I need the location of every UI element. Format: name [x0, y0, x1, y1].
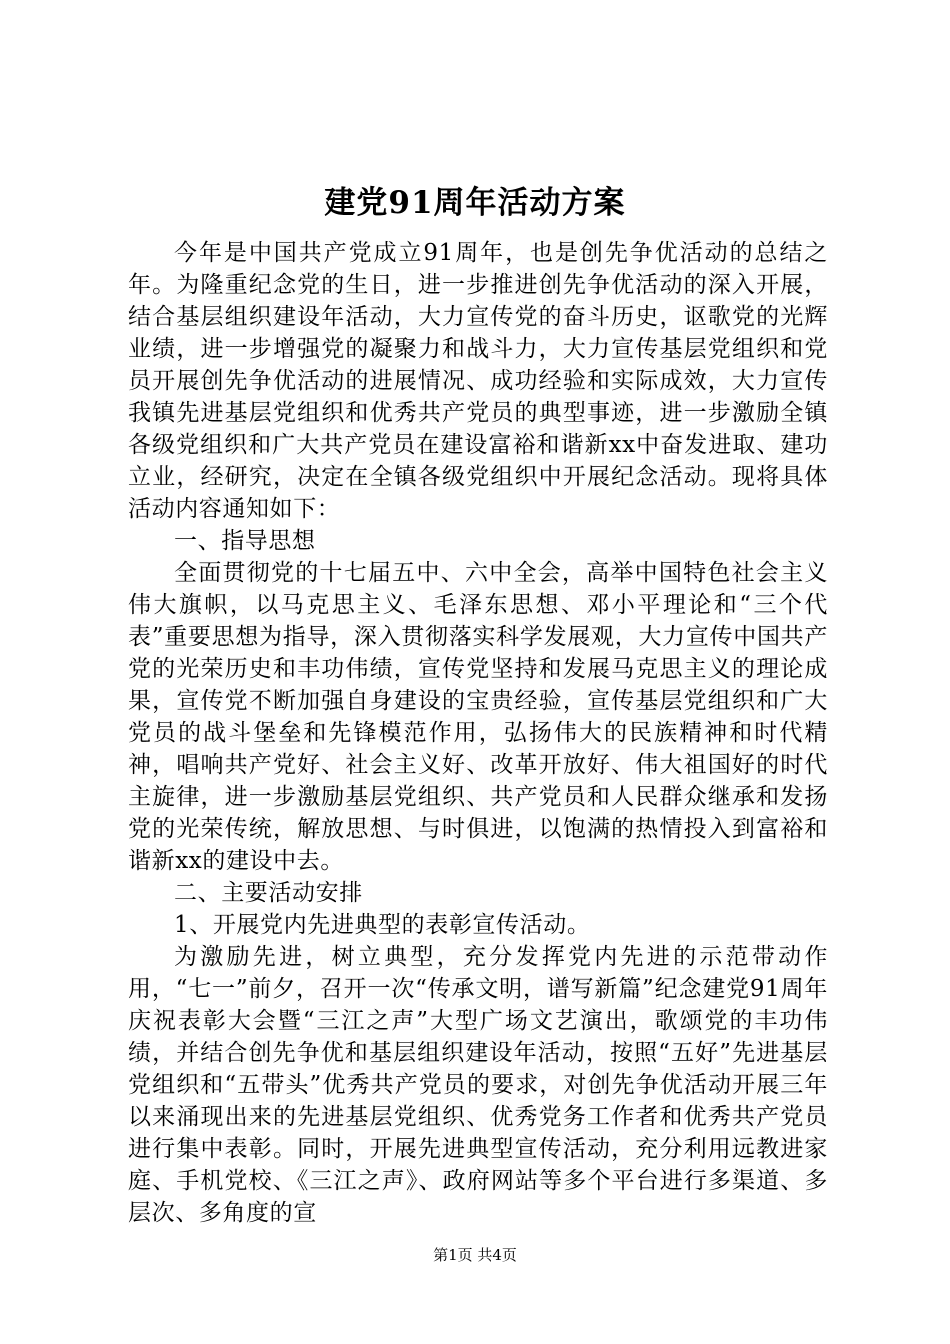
document-title: 建党91周年活动方案 [324, 185, 626, 221]
guiding-ideology-paragraph: 全面贯彻党的十七届五中、六中全会，高举中国特色社会主义伟大旗帜，以马克思主义、毛泽东思想、邓小平理论和“三个代表”重要思想为指导，深入贯彻落实科学发展观，大力宣传中国共产党的光荣历史和丰功伟绩，宣传党坚持和发展马克思主义的理论成果，宣传党不断加强自身建设的宝贵经验，宣传基层党组织和广大党员的战斗堡垒和先锋模范作用，弘扬伟大的民族精神和时代精神，唱响共产党好、社会主义好、改革开放好、伟大祖国好的时代主旋律，进一步激励基层党组织、共产党员和人民群众继承和发扬党的光荣传统，解放思想、与时俱进，以饱满的热情投入到富裕和谐新xx的建设中去。 [128, 560, 828, 874]
activity-item-1-heading: 1、开展党内先进典型的表彰宣传活动。 [174, 912, 591, 938]
page-footer: 第1页 共4页 [433, 1246, 517, 1264]
section-heading-main-activities: 二、主要活动安排 [174, 880, 363, 906]
activity-item-1-paragraph: 为激励先进，树立典型，充分发挥党内先进的示范带动作用，“七一”前夕，召开一次“传承文明，谱写新篇”纪念建党91周年庆祝表彰大会暨“三江之声”大型广场文艺演出，歌颂党的丰功伟绩，并结合创先争优和基层组织建设年活动，按照“五好”先进基层党组织和“五带头”优秀共产党员的要求，对创先争优活动开展三年以来涌现出来的先进基层党组织、优秀党务工作者和优秀共产党员进行集中表彰。同时，开展先进典型宣传活动，充分利用远教进家庭、手机党校、《三江之声》、政府网站等多个平台进行多渠道、多层次、多角度的宣 [128, 944, 828, 1226]
document-body [128, 237, 828, 1229]
section-heading-guiding-ideology: 一、指导思想 [174, 528, 316, 554]
intro-paragraph: 今年是中国共产党成立91周年，也是创先争优活动的总结之年。为隆重纪念党的生日，进一步推进创先争优活动的深入开展，结合基层组织建设年活动，大力宣传党的奋斗历史，讴歌党的光辉业绩，进一步增强党的凝聚力和战斗力，大力宣传基层党组织和党员开展创先争优活动的进展情况、成功经验和实际成效，大力宣传我镇先进基层党组织和优秀共产党员的典型事迹，进一步激励全镇各级党组织和广大共产党员在建设富裕和谐新xx中奋发进取、建功立业，经研究，决定在全镇各级党组织中开展纪念活动。现将具体活动内容通知如下： [128, 240, 828, 522]
